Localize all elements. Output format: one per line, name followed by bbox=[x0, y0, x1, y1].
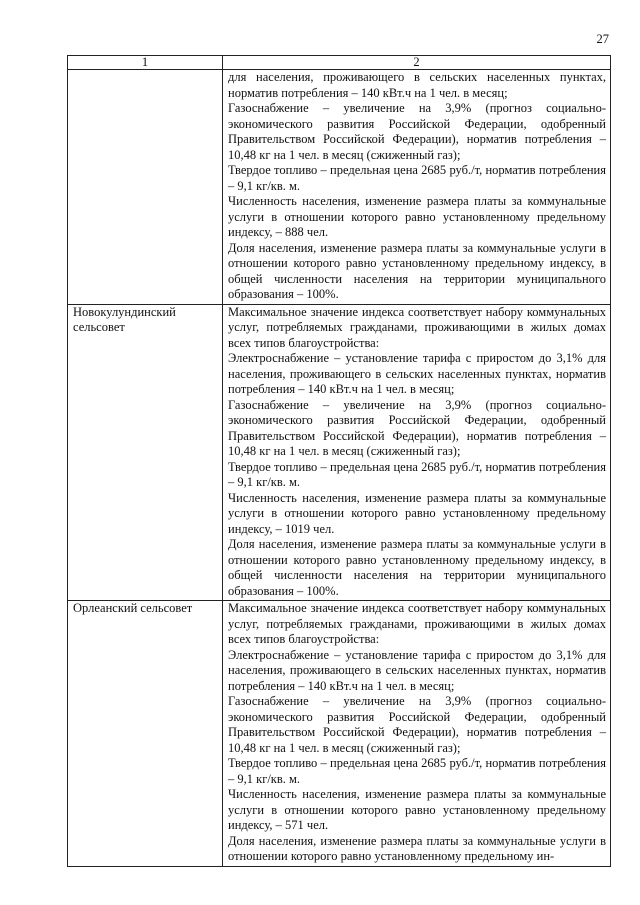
paragraph: для населения, проживающего в сельских населенных пунктах, норматив потребления – 140 кВт.ч на 1 чел. в месяц; bbox=[228, 70, 606, 100]
column-header-2: 2 bbox=[223, 56, 611, 70]
paragraph: Численность населения, изменение размера платы за коммунальные услуги в отношении которого равно установленному предельному индексу, – 888 чел. bbox=[228, 194, 606, 239]
paragraph: Численность населения, изменение размера платы за коммунальные услуги в отношении которого равно установленному предельному индексу, – 1019 чел. bbox=[228, 490, 606, 536]
paragraph: Электроснабжение – установление тарифа с приростом до 3,1% для населения, проживающего в сельских населенных пунктах, норматив потребления – 140 кВт.ч на 1 чел. в месяц; bbox=[228, 647, 606, 693]
paragraph: Максимальное значение индекса соответствует набору коммунальных услуг, потребляемых гражданами, проживающими в жилых домах всех типов благоустройства: bbox=[228, 601, 606, 646]
page-number: 27 bbox=[596, 32, 609, 46]
column-header-1: 1 bbox=[68, 56, 223, 70]
table-row bbox=[68, 304, 611, 601]
document-table bbox=[67, 55, 611, 867]
municipality-name-cell bbox=[68, 70, 223, 305]
municipality-name-cell: Орлеанский сельсовет bbox=[68, 601, 223, 867]
description-cell bbox=[223, 70, 611, 305]
paragraph: Численность населения, изменение размера платы за коммунальные услуги в отношении которого равно установленному предельному индексу, – 571 чел. bbox=[228, 787, 606, 832]
description-cell bbox=[223, 304, 611, 601]
paragraph: Твердое топливо – предельная цена 2685 руб./т, норматив потребления – 9,1 кг/кв. м. bbox=[228, 459, 606, 489]
paragraph: Твердое топливо – предельная цена 2685 руб./т, норматив потребления – 9,1 кг/кв. м. bbox=[228, 163, 606, 193]
description-cell bbox=[223, 601, 611, 867]
paragraph: Твердое топливо – предельная цена 2685 руб./т, норматив потребления – 9,1 кг/кв. м. bbox=[228, 756, 606, 786]
paragraph: Максимальное значение индекса соответствует набору коммунальных услуг, потребляемых гражданами, проживающими в жилых домах всех типов благоустройства: bbox=[228, 304, 606, 350]
table-row bbox=[68, 70, 611, 305]
paragraph: Доля населения, изменение размера платы за коммунальные услуги в отношении которого равно установленному предельному ин- bbox=[228, 833, 606, 863]
header-row bbox=[68, 56, 611, 70]
paragraph: Доля населения, изменение размера платы за коммунальные услуги в отношении которого равно установленному предельному индексу, в общей численности населения на территории муниципального образования – 100%. bbox=[228, 537, 606, 598]
paragraph: Электроснабжение – установление тарифа с приростом до 3,1% для населения, проживающего в сельских населенных пунктах, норматив потребления – 140 кВт.ч на 1 чел. в месяц; bbox=[228, 351, 606, 396]
table-row bbox=[68, 601, 611, 867]
municipality-name-cell: Новокулундинский сельсовет bbox=[68, 304, 223, 601]
paragraph: Газоснабжение – увеличение на 3,9% (прогноз социально-экономического развития Российской Федерации, одобренный Правительством Российской Федерации), норматив потребления – 10,48 кг на 1 чел. в месяц (сжиженный газ); bbox=[228, 397, 606, 458]
paragraph: Доля населения, изменение размера платы за коммунальные услуги в отношении которого равно установленному предельному индексу, в общей численности населения на территории муниципального образования – 100%. bbox=[228, 240, 606, 301]
paragraph: Газоснабжение – увеличение на 3,9% (прогноз социально-экономического развития Российской Федерации, одобренный Правительством Российской Федерации), норматив потребления – 10,48 кг на 1 чел. в месяц (сжиженный газ); bbox=[228, 694, 606, 755]
paragraph: Газоснабжение – увеличение на 3,9% (прогноз социально-экономического развития Российской Федерации, одобренный Правительством Российской Федерации), норматив потребления – 10,48 кг на 1 чел. в месяц (сжиженный газ); bbox=[228, 101, 606, 162]
